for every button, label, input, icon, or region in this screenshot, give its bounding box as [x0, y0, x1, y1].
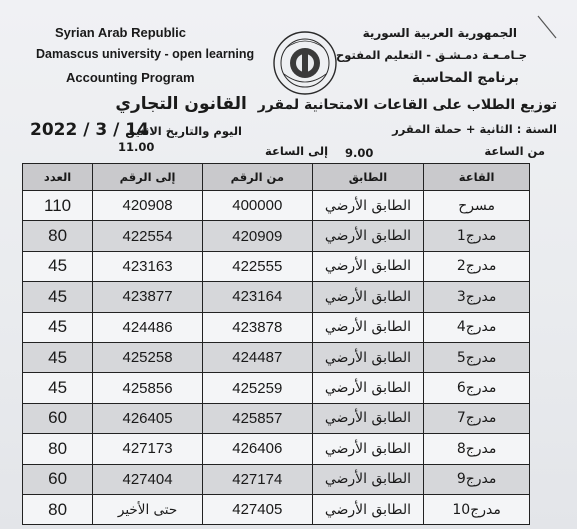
cell-to: حتى الأخير — [93, 494, 203, 524]
table-row — [23, 221, 530, 251]
header-en-university: Damascus university - open learning — [36, 47, 255, 61]
university-seal-icon — [272, 30, 338, 96]
day-date-label: اليوم والتاريخ الاثنين — [125, 124, 242, 138]
to-time-label: إلى الساعة — [265, 144, 329, 158]
cell-hall: مدرج3 — [424, 282, 530, 312]
cell-hall: مدرج7 — [424, 403, 530, 433]
cell-hall: مدرج1 — [424, 221, 530, 251]
cell-from: 425857 — [202, 403, 312, 433]
cell-from: 427174 — [202, 464, 312, 494]
table-row — [23, 191, 530, 221]
table-row — [23, 312, 530, 342]
cell-floor: الطابق الأرضي — [312, 373, 424, 403]
cell-to: 425258 — [93, 342, 203, 372]
header-en-program: Accounting Program — [66, 70, 195, 85]
cell-to: 427404 — [93, 464, 203, 494]
cell-count: 45 — [23, 282, 93, 312]
cell-to: 426405 — [93, 403, 203, 433]
table-row — [23, 251, 530, 281]
header-ar-university: جـامـعـة دمـشـق - التعليم المفتوح — [335, 48, 527, 62]
cell-floor: الطابق الأرضي — [312, 221, 424, 251]
cell-count: 45 — [23, 373, 93, 403]
cell-to: 424486 — [93, 312, 203, 342]
header-hall: القاعة — [424, 164, 530, 191]
cell-hall: مدرج6 — [424, 373, 530, 403]
cell-from: 427405 — [202, 494, 312, 524]
cell-from: 426406 — [202, 434, 312, 464]
cell-to: 422554 — [93, 221, 203, 251]
table-row — [23, 494, 530, 524]
cell-hall: مدرج9 — [424, 464, 530, 494]
cell-hall: مدرج5 — [424, 342, 530, 372]
cell-to: 423163 — [93, 251, 203, 281]
table-row — [23, 342, 530, 372]
cell-to: 427173 — [93, 434, 203, 464]
cell-from: 424487 — [202, 342, 312, 372]
cell-hall: مدرج10 — [424, 494, 530, 524]
cell-count: 60 — [23, 464, 93, 494]
table-row — [23, 373, 530, 403]
cell-count: 45 — [23, 342, 93, 372]
table-row — [23, 434, 530, 464]
header-ar-country: الجمهورية العربية السورية — [362, 26, 517, 40]
cell-from: 422555 — [202, 251, 312, 281]
cell-floor: الطابق الأرضي — [312, 312, 424, 342]
table-row — [23, 464, 530, 494]
header-ar-program: برنامج المحاسبة — [412, 70, 519, 86]
cell-floor: الطابق الأرضي — [312, 434, 424, 464]
date-value: 2022 / 3 / 14 — [30, 120, 149, 140]
cell-floor: الطابق الأرضي — [312, 464, 424, 494]
cell-count: 80 — [23, 434, 93, 464]
cell-hall: مدرج4 — [424, 312, 530, 342]
cell-floor: الطابق الأرضي — [312, 403, 424, 433]
course-name: القانون التجاري — [115, 94, 247, 114]
from-time-value: 9.00 — [345, 146, 374, 160]
table-row — [23, 282, 530, 312]
cell-count: 60 — [23, 403, 93, 433]
cell-from: 400000 — [202, 191, 312, 221]
cell-from: 425259 — [202, 373, 312, 403]
cell-count: 45 — [23, 312, 93, 342]
cell-count: 80 — [23, 494, 93, 524]
to-time-value: 11.00 — [118, 140, 155, 154]
document-title — [115, 94, 557, 114]
cell-count: 80 — [23, 221, 93, 251]
title-prefix: توزيع الطلاب على القاعات الامتحانية لمقرر — [257, 97, 557, 113]
header-from: من الرقم — [202, 164, 312, 191]
hall-distribution-table — [22, 163, 530, 525]
cell-floor: الطابق الأرضي — [312, 282, 424, 312]
table-header-row — [23, 164, 530, 191]
cell-floor: الطابق الأرضي — [312, 191, 424, 221]
from-time-label: من الساعة — [484, 144, 545, 158]
pen-stroke-mark — [536, 14, 558, 40]
table-row — [23, 403, 530, 433]
year-label: السنة : الثانية + حملة المقرر — [392, 122, 557, 136]
header-en-country: Syrian Arab Republic — [55, 25, 186, 40]
cell-count: 110 — [23, 191, 93, 221]
cell-hall: مسرح — [424, 191, 530, 221]
header-floor: الطابق — [312, 164, 424, 191]
cell-count: 45 — [23, 251, 93, 281]
cell-from: 420909 — [202, 221, 312, 251]
cell-to: 423877 — [93, 282, 203, 312]
info-row-time — [0, 140, 577, 164]
header-to: إلى الرقم — [93, 164, 203, 191]
cell-hall: مدرج8 — [424, 434, 530, 464]
cell-to: 420908 — [93, 191, 203, 221]
cell-from: 423878 — [202, 312, 312, 342]
cell-hall: مدرج2 — [424, 251, 530, 281]
header-count: العدد — [23, 164, 93, 191]
info-row-date — [0, 122, 577, 142]
cell-from: 423164 — [202, 282, 312, 312]
cell-to: 425856 — [93, 373, 203, 403]
cell-floor: الطابق الأرضي — [312, 342, 424, 372]
cell-floor: الطابق الأرضي — [312, 494, 424, 524]
cell-floor: الطابق الأرضي — [312, 251, 424, 281]
